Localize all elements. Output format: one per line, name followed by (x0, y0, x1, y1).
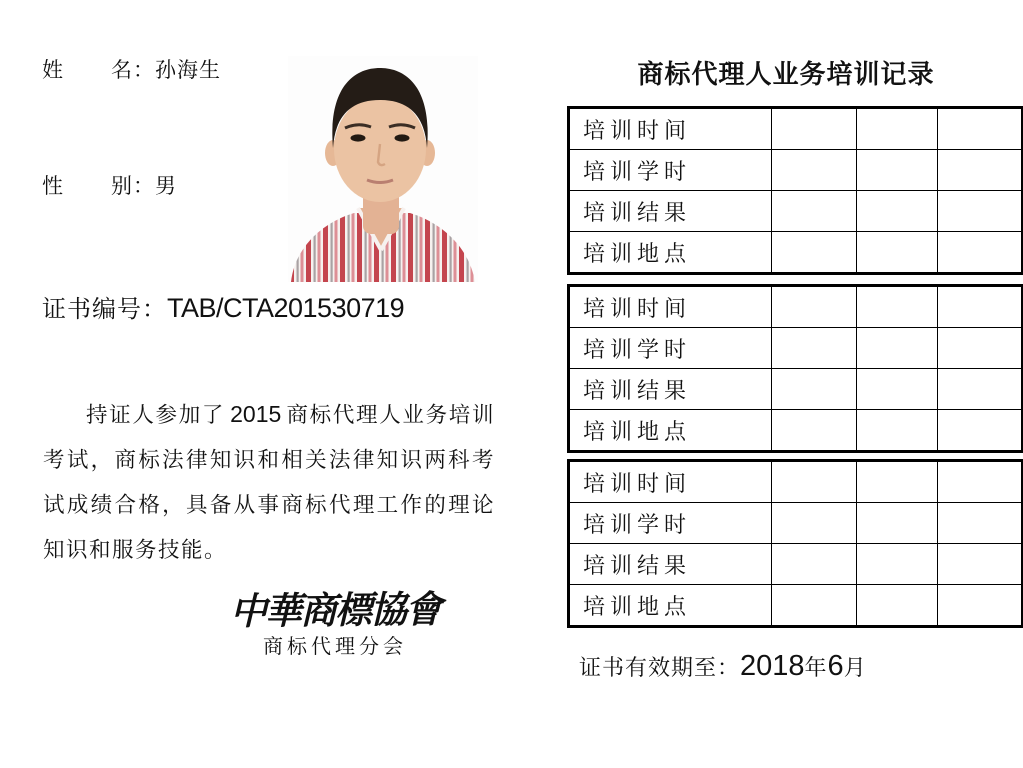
table-row (569, 108, 1023, 150)
row-label-training-place: 培训地点 (569, 232, 772, 274)
empty-cell (938, 286, 1023, 328)
gender-label-a: 性 (42, 174, 64, 198)
id-portrait-photo (288, 56, 478, 282)
certificate-number-field (42, 289, 404, 324)
empty-cell (857, 150, 938, 191)
empty-cell (857, 232, 938, 274)
validity-month-unit: 月 (843, 655, 867, 680)
certificate-number-value: TAB/CTA201530719 (167, 293, 405, 323)
empty-cell (857, 461, 938, 503)
empty-cell (857, 108, 938, 150)
training-record-title: 商标代理人业务培训记录 (637, 59, 935, 89)
empty-cell (857, 286, 938, 328)
validity-label: 证书有效期至： (579, 655, 741, 680)
name-field (42, 54, 221, 84)
empty-cell (772, 150, 857, 191)
certificate-number-label: 证书编号： (42, 297, 167, 323)
statement-part2: 商标代理人业务培训考试，商标法律知识和相关法律知识两科考试成绩合格，具备从事商标代理工作的理论知识和服务技能。 (43, 403, 495, 562)
empty-cell (772, 191, 857, 232)
row-label-training-place: 培训地点 (569, 585, 772, 627)
empty-cell (857, 410, 938, 452)
empty-cell (772, 461, 857, 503)
row-label-training-hours: 培训学时 (569, 503, 772, 544)
empty-cell (938, 232, 1023, 274)
row-label-training-place: 培训地点 (569, 410, 772, 452)
table-row (569, 461, 1023, 503)
table-row (569, 191, 1023, 232)
empty-cell (938, 328, 1023, 369)
empty-cell (772, 585, 857, 627)
training-table-2 (567, 284, 1023, 453)
empty-cell (772, 410, 857, 452)
empty-cell (857, 544, 938, 585)
empty-cell (938, 191, 1023, 232)
statement-year: 2015 (230, 401, 282, 427)
training-table-3 (567, 459, 1023, 628)
row-label-training-time: 培训时间 (569, 286, 772, 328)
empty-cell (938, 369, 1023, 410)
empty-cell (772, 544, 857, 585)
validity-year-unit: 年 (804, 655, 828, 680)
table-row (569, 410, 1023, 452)
empty-cell (772, 286, 857, 328)
gender-label-b: 别： (111, 174, 155, 198)
empty-cell (857, 503, 938, 544)
validity-year: 2018 (740, 650, 805, 682)
table-row (569, 150, 1023, 191)
empty-cell (938, 410, 1023, 452)
empty-cell (857, 328, 938, 369)
empty-cell (938, 461, 1023, 503)
association-seal-script: 中華商標協會 (229, 586, 441, 634)
empty-cell (772, 232, 857, 274)
empty-cell (772, 108, 857, 150)
empty-cell (938, 544, 1023, 585)
table-row (569, 328, 1023, 369)
row-label-training-result: 培训结果 (569, 369, 772, 410)
row-label-training-result: 培训结果 (569, 191, 772, 232)
row-label-training-hours: 培训学时 (569, 150, 772, 191)
table-row (569, 544, 1023, 585)
empty-cell (772, 328, 857, 369)
empty-cell (938, 150, 1023, 191)
empty-cell (772, 369, 857, 410)
name-label-given: 名： (111, 58, 155, 82)
qualification-statement (43, 392, 495, 573)
name-value: 孙海生 (155, 58, 221, 82)
table-row (569, 232, 1023, 274)
table-row (569, 585, 1023, 627)
row-label-training-time: 培训时间 (569, 461, 772, 503)
empty-cell (857, 369, 938, 410)
empty-cell (857, 585, 938, 627)
association-branch-name: 商标代理分会 (263, 636, 407, 658)
gender-value: 男 (155, 174, 177, 198)
table-row (569, 503, 1023, 544)
validity-field (579, 650, 867, 683)
empty-cell (772, 503, 857, 544)
statement-part1: 持证人参加了 (86, 403, 226, 427)
training-table-1 (567, 106, 1023, 275)
empty-cell (938, 108, 1023, 150)
row-label-training-result: 培训结果 (569, 544, 772, 585)
empty-cell (938, 585, 1023, 627)
validity-month: 6 (827, 650, 844, 682)
row-label-training-time: 培训时间 (569, 108, 772, 150)
row-label-training-hours: 培训学时 (569, 328, 772, 369)
gender-field (42, 170, 177, 200)
empty-cell (938, 503, 1023, 544)
table-row (569, 369, 1023, 410)
table-row (569, 286, 1023, 328)
name-label-surname: 姓 (42, 58, 64, 82)
empty-cell (857, 191, 938, 232)
